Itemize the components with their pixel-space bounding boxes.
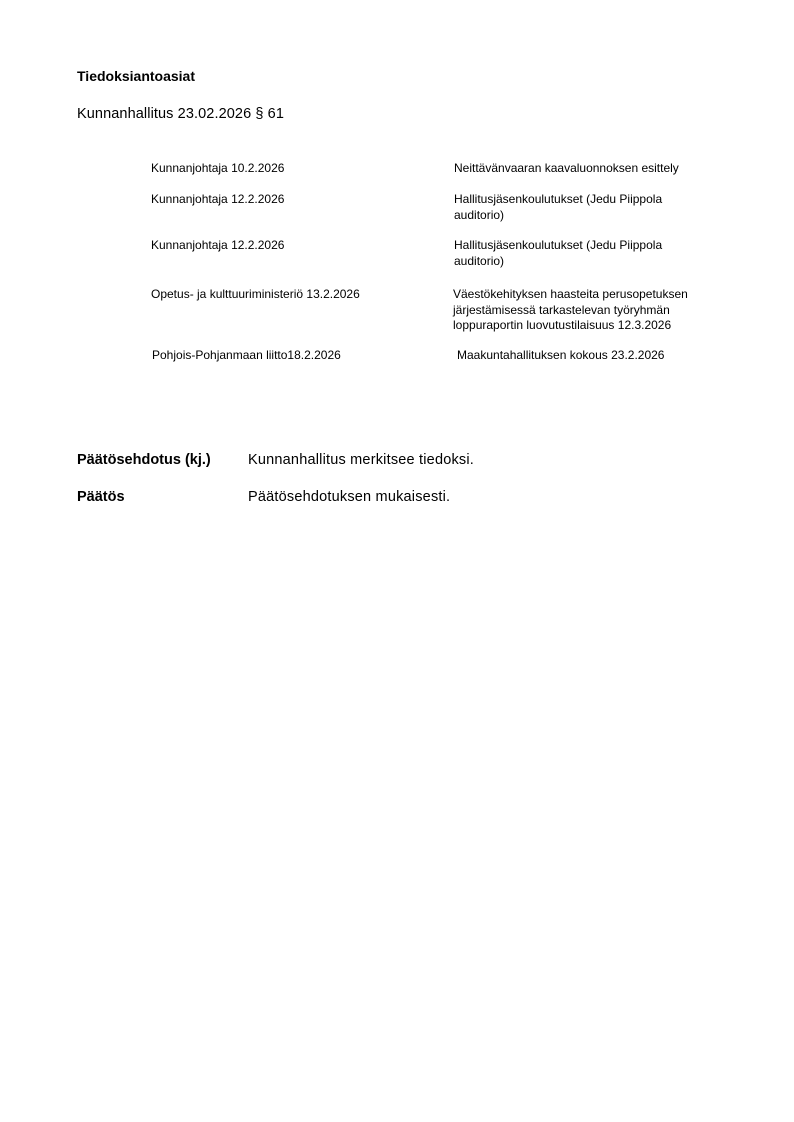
item-subject: Hallitusjäsenkoulutukset (Jedu Piippola auditorio) bbox=[454, 238, 663, 268]
section-heading: Tiedoksiantoasiat bbox=[77, 68, 196, 84]
item-subject: Neittävänvaaran kaavaluonnoksen esittely bbox=[454, 161, 679, 175]
item-subject: Väestökehityksen haasteita perusopetuksen järjestämisessä tarkastelevan työryhmän loppuraportin luovutustilaisuus 12.3.2026 bbox=[453, 287, 688, 332]
decision-text: Päätösehdotuksen mukaisesti. bbox=[248, 489, 451, 505]
item-subject: Hallitusjäsenkoulutukset (Jedu Piippola auditorio) bbox=[454, 192, 663, 222]
proposal-label: Päätösehdotus (kj.) bbox=[77, 452, 211, 468]
item-sender: Kunnanjohtaja 10.2.2026 bbox=[151, 161, 285, 175]
item-sender: Pohjois-Pohjanmaan liitto18.2.2026 bbox=[152, 348, 341, 362]
item-sender: Opetus- ja kulttuuriministeriö 13.2.2026 bbox=[151, 287, 360, 301]
item-sender: Kunnanjohtaja 12.2.2026 bbox=[151, 238, 285, 252]
item-subject: Maakuntahallituksen kokous 23.2.2026 bbox=[457, 348, 665, 362]
meeting-reference: Kunnanhallitus 23.02.2026 § 61 bbox=[77, 106, 284, 122]
decision-label: Päätös bbox=[77, 489, 125, 505]
item-sender: Kunnanjohtaja 12.2.2026 bbox=[151, 192, 285, 206]
proposal-text: Kunnanhallitus merkitsee tiedoksi. bbox=[248, 452, 475, 468]
